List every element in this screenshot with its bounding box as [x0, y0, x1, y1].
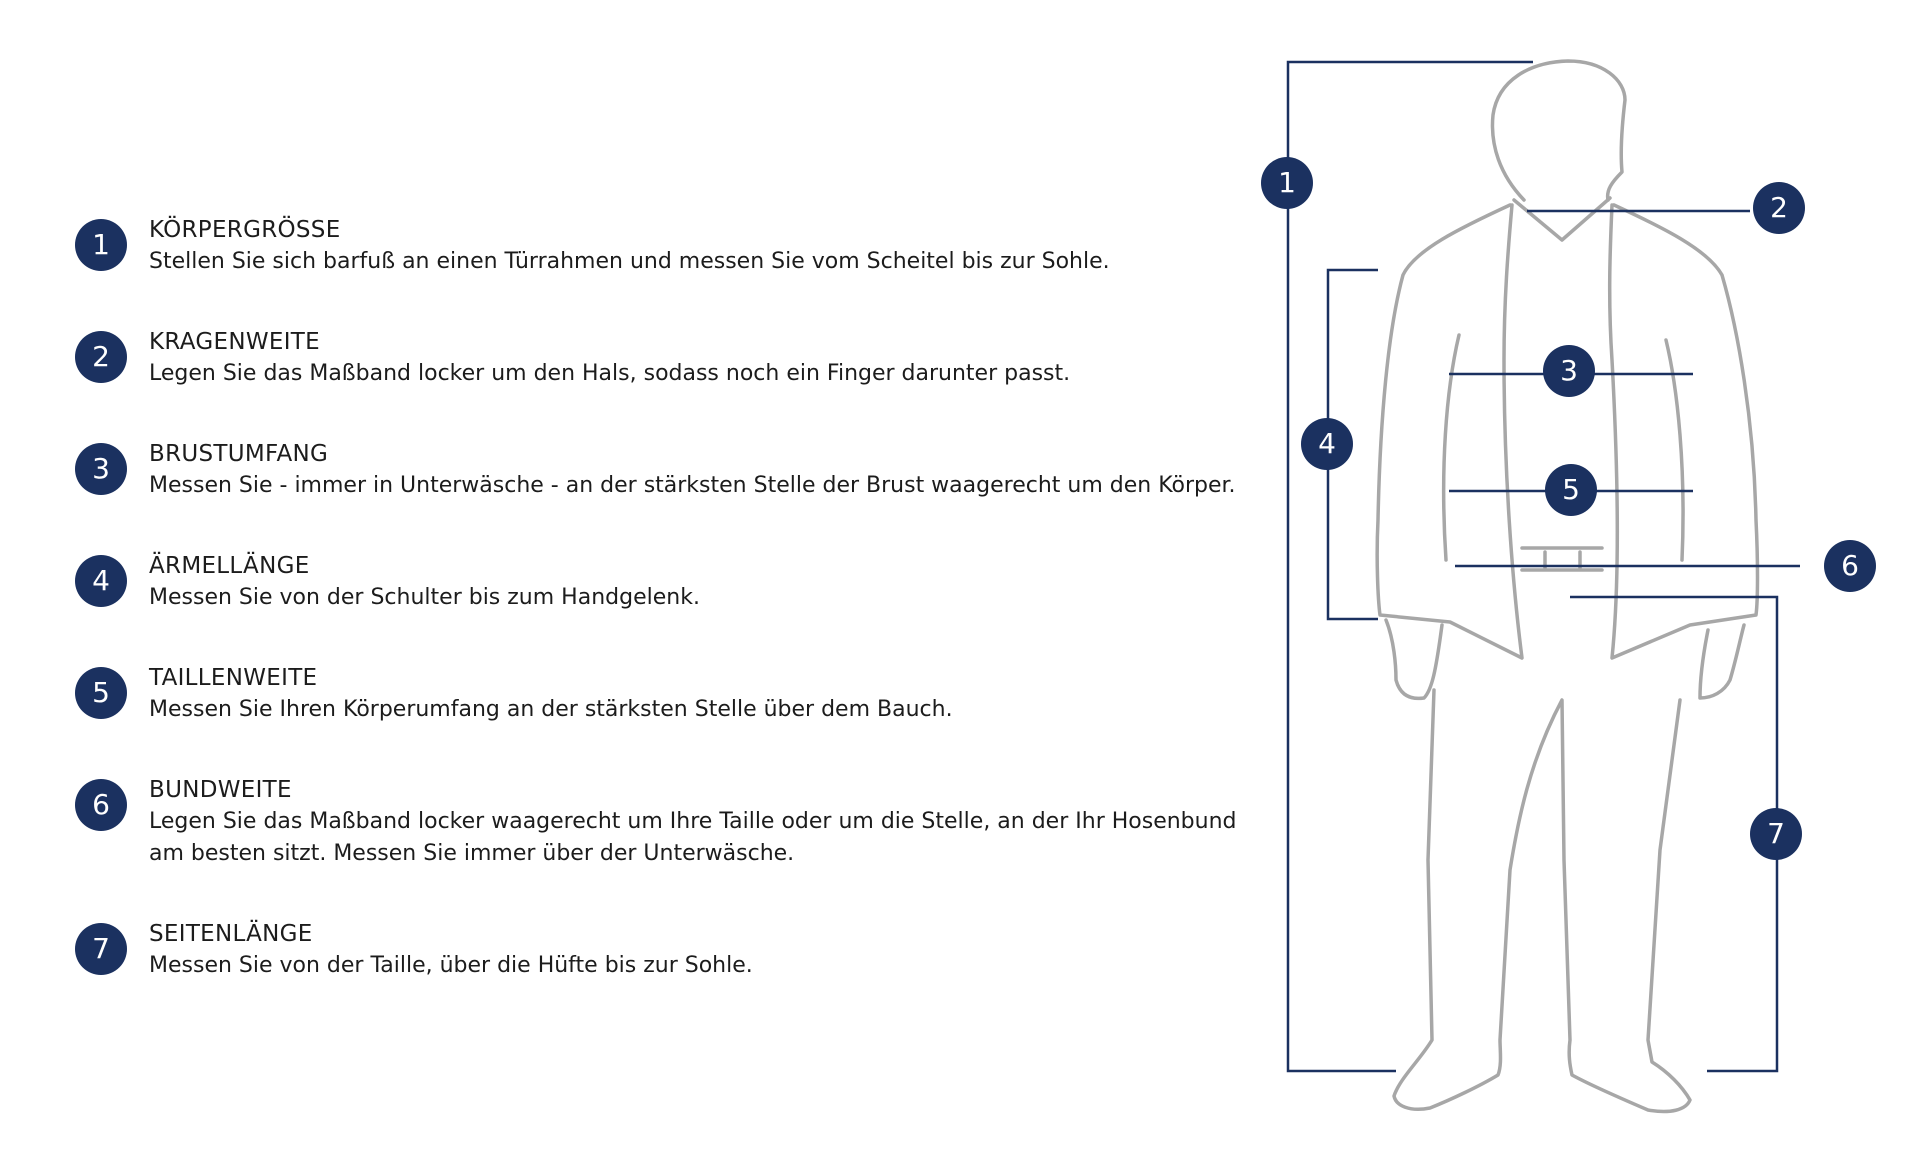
measurement-description	[149, 694, 1349, 726]
description-line: Messen Sie Ihren Körperumfang an der stärksten Stelle über dem Bauch.	[149, 697, 953, 722]
measurement-description	[149, 950, 1349, 982]
measurement-description	[149, 582, 1349, 614]
measurement-description	[149, 358, 1349, 390]
measurement-lines	[1288, 62, 1800, 1071]
figure-marker-outseam: 7	[1750, 808, 1802, 860]
measurement-title: SEITENLÄNGE	[149, 921, 313, 947]
hand-right-outline	[1700, 625, 1744, 698]
measurement-text	[149, 662, 1349, 726]
measurement-title: ÄRMELLÄNGE	[149, 553, 310, 579]
man-outline	[1377, 61, 1757, 1112]
body-figure	[1240, 0, 1920, 1155]
measurement-title: BRUSTUMFANG	[149, 441, 329, 467]
measurement-text	[149, 326, 1349, 390]
figure-marker-sleeve: 4	[1301, 418, 1353, 470]
measurement-title: KÖRPERGRÖSSE	[149, 217, 341, 243]
measurement-text	[149, 918, 1349, 982]
description-line: Legen Sie das Maßband locker waagerecht um Ihre Taille oder um die Stelle, an der Ihr Hosenbund	[149, 809, 1237, 834]
number-badge: 4	[75, 555, 127, 607]
number-badge: 7	[75, 923, 127, 975]
description-line: Stellen Sie sich barfuß an einen Türrahmen und messen Sie vom Scheitel bis zur Sohle.	[149, 249, 1110, 274]
body-figure-illustration	[1240, 0, 1920, 1155]
description-line: Messen Sie von der Taille, über die Hüfte bis zur Sohle.	[149, 953, 753, 978]
description-line: Messen Sie - immer in Unterwäsche - an der stärksten Stelle der Brust waagerecht um den Körper.	[149, 473, 1236, 498]
figure-marker-waist: 5	[1545, 464, 1597, 516]
outseam-line	[1570, 597, 1777, 1071]
measurement-description	[149, 246, 1349, 278]
description-line: am besten sitzt. Messen Sie immer über der Unterwäsche.	[149, 841, 795, 866]
measurement-description	[149, 470, 1349, 502]
number-badge: 1	[75, 219, 127, 271]
figure-marker-collar: 2	[1753, 182, 1805, 234]
arm-left-line	[1444, 335, 1459, 560]
legs-outline	[1394, 690, 1690, 1112]
description-line: Legen Sie das Maßband locker um den Hals, sodass noch ein Finger darunter passt.	[149, 361, 1071, 386]
figure-marker-waistband: 6	[1824, 540, 1876, 592]
measurement-title: KRAGENWEITE	[149, 329, 320, 355]
measurement-title: BUNDWEITE	[149, 777, 292, 803]
measurement-description	[149, 806, 1349, 870]
head-outline	[1492, 61, 1625, 200]
description-line: Messen Sie von der Schulter bis zum Handgelenk.	[149, 585, 700, 610]
measurement-text	[149, 214, 1349, 278]
figure-marker-height: 1	[1261, 157, 1313, 209]
measurement-text	[149, 550, 1349, 614]
number-badge: 6	[75, 779, 127, 831]
number-badge: 2	[75, 331, 127, 383]
jacket-right-outline	[1610, 205, 1758, 658]
measurement-text	[149, 438, 1349, 502]
figure-marker-chest: 3	[1543, 345, 1595, 397]
number-badge: 3	[75, 443, 127, 495]
collar-outline	[1514, 198, 1610, 240]
jacket-left-outline	[1377, 205, 1522, 658]
hand-left-outline	[1386, 620, 1442, 698]
measurement-text	[149, 774, 1349, 870]
measurement-title: TAILLENWEITE	[149, 665, 318, 691]
number-badge: 5	[75, 667, 127, 719]
